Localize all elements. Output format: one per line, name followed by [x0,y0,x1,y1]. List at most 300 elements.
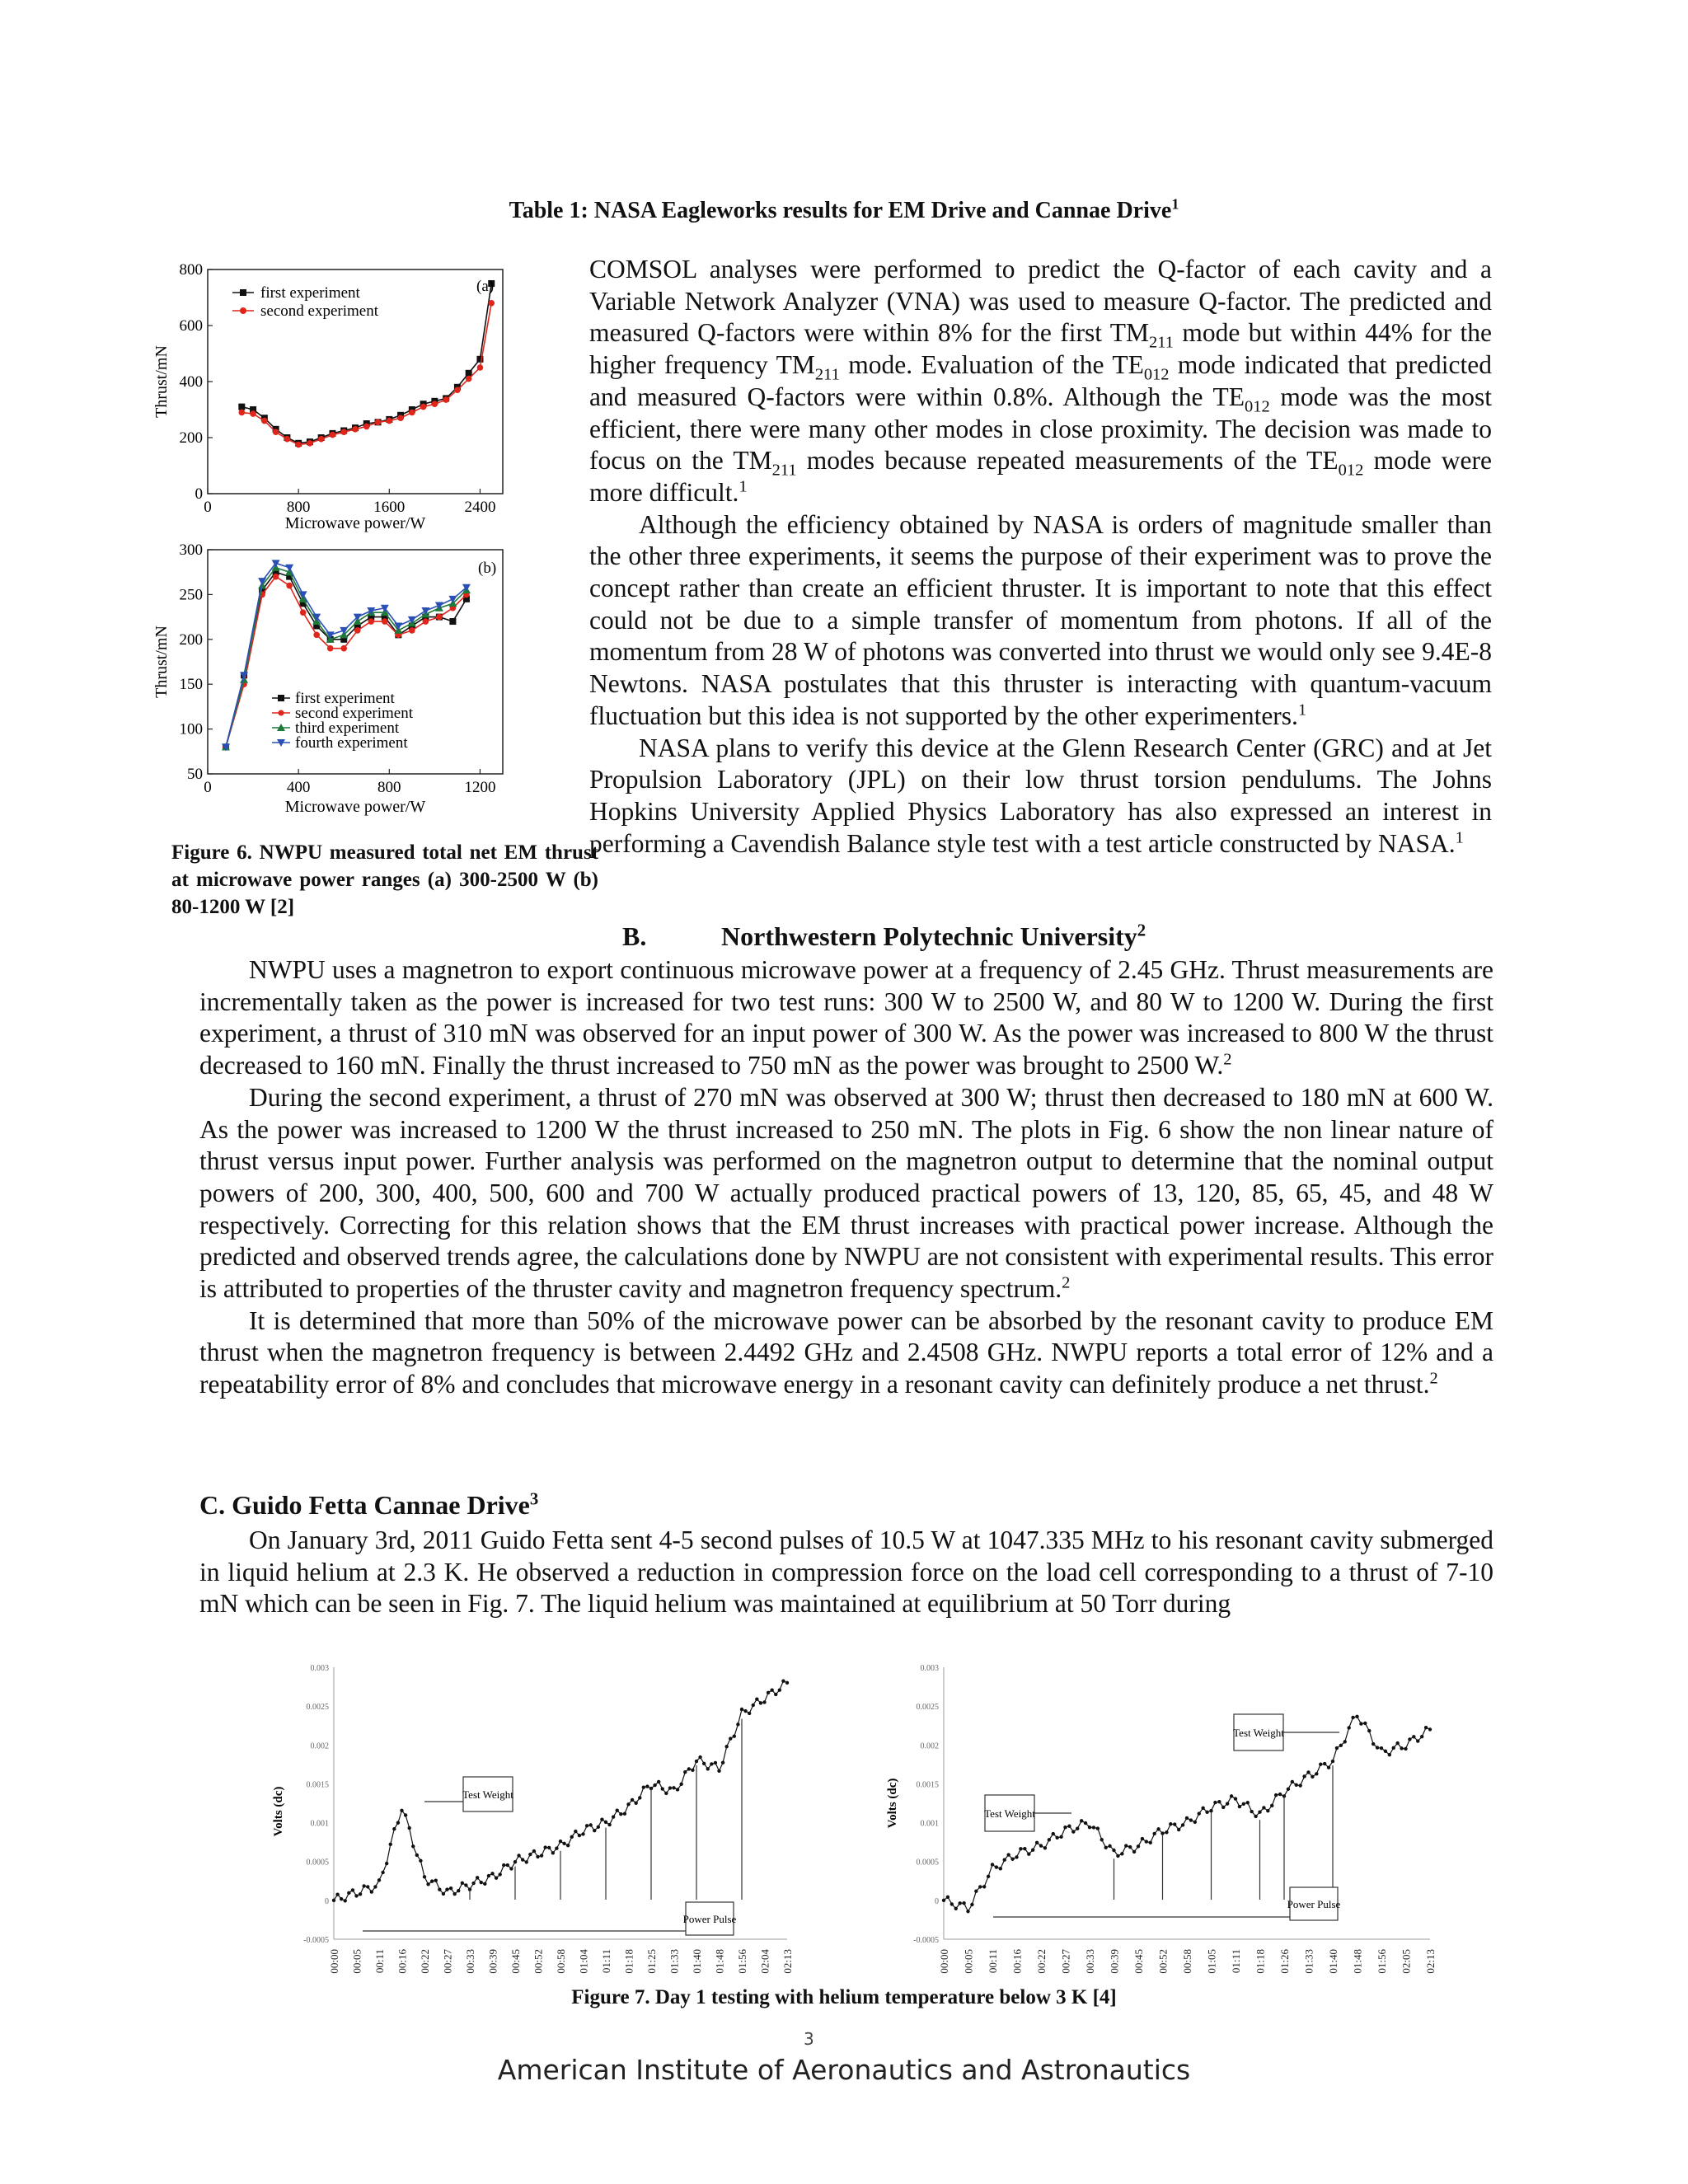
y-tick-label: 100 [179,720,203,738]
data-point [585,1824,588,1827]
data-point [466,370,472,377]
data-point [1108,1844,1111,1848]
data-point [513,1860,517,1863]
data-point [559,1840,562,1843]
y-tick-label: 0.003 [920,1664,939,1673]
data-point [1306,1770,1310,1774]
data-point [238,404,245,410]
x-tick-label: 00:00 [938,1949,950,1974]
data-point [664,1792,668,1795]
data-point [1165,1830,1168,1834]
x-tick-label: 01:40 [1327,1949,1339,1974]
data-point [1088,1825,1091,1829]
data-point [770,1688,773,1691]
data-point [1384,1750,1387,1753]
data-point [471,1882,475,1885]
data-point [318,436,325,443]
data-point [1112,1849,1115,1852]
data-point [273,574,279,580]
data-point [540,1854,543,1857]
data-point [495,1876,498,1879]
data-point [411,1844,415,1848]
data-point [604,1821,607,1824]
data-point [1380,1746,1383,1750]
data-point [449,1886,452,1890]
data-point [404,1813,407,1816]
data-point [385,1862,388,1865]
data-point [774,1693,777,1696]
data-point [521,1858,524,1861]
data-point [1059,1835,1062,1839]
data-point [642,1785,645,1788]
data-point [1250,1810,1253,1813]
data-point [1287,1788,1290,1791]
x-tick-label: 02:13 [781,1949,794,1974]
data-point [1351,1716,1354,1719]
data-point [1246,1801,1250,1804]
data-point [1388,1753,1391,1756]
data-point [607,1823,611,1826]
data-point [1262,1806,1265,1809]
data-point [442,1892,445,1896]
data-point [982,1885,986,1888]
data-point [946,1896,950,1899]
data-point [566,1844,570,1847]
data-point [313,632,320,639]
data-point [1363,1722,1367,1725]
data-point [698,1755,701,1759]
section-heading-b: B. Northwestern Polytechnic University$^2$ [622,921,1146,951]
x-tick-label: 00:27 [1059,1949,1072,1974]
data-point [457,1889,460,1892]
data-point [1323,1762,1326,1765]
annotation-power-pulse [993,1887,1341,1920]
x-tick-label: 00:11 [987,1949,999,1974]
data-point [438,1888,441,1891]
figure6-caption: Figure 6. NWPU measured total net EM thrust at microwave power ranges (a) 300-2500 W (b) 80-1200 W [2] [171,841,598,918]
data-point [962,1901,965,1905]
data-point [706,1767,710,1770]
data-point [1408,1737,1411,1741]
data-point [366,1885,369,1888]
x-tick-label: 01:26 [1278,1949,1291,1974]
data-point [488,300,495,307]
annotation-test-weight-2 [1233,1714,1339,1750]
data-point [724,1745,728,1748]
y-tick-label: 600 [179,317,203,335]
data-point [1376,1746,1379,1749]
data-point [359,1892,362,1896]
data-point [1412,1735,1415,1738]
data-point [1071,1830,1075,1833]
data-point [354,1894,358,1897]
x-tick-label: 01:48 [1351,1949,1364,1974]
data-point [1270,1804,1273,1807]
data-point [1400,1746,1403,1750]
paragraph: It is determined that more than 50% of the microwave power can be absorbed by the resonant cavity to produce EM thrust when the magnetron frequency is between 2.4492 GHz and 2.4508 GHz. NWPU reports a total error of 12% and a repeatability error of 8% and concludes that microwave energy in a resonant cavity can definitely produce a net thrust.$^2$ [199,1305,1493,1399]
body-text-b [199,954,1493,1401]
data-point [612,1815,615,1818]
data-point [1424,1726,1428,1729]
x-tick-label: 1200 [464,779,496,796]
data-point [1055,1836,1058,1840]
data-point [1076,1827,1079,1830]
data-point [1092,1825,1095,1829]
x-tick-label: 01:11 [600,1949,612,1974]
data-point [1006,1853,1010,1856]
y-tick-label: 200 [179,630,203,649]
x-tick-label: 00:05 [962,1949,975,1974]
data-point [1226,1802,1229,1805]
x-tick-label: 00:33 [1084,1949,1096,1974]
data-point [1185,1816,1189,1820]
data-point [733,1734,736,1737]
y-tick-label: 0.0025 [306,1703,329,1713]
data-point [661,1787,664,1790]
paragraph: NWPU uses a magnetron to export continuous microwave power at a frequency of 2.45 GHz. Thrust measurements are incrementally taken as the power is increased for two test runs: 300 W to 2500 W, and 80 W to 1200 W. During the first experiment, a thrust of 310 mN was observed for an input power of 300 W. As the power was increased to 800 W the thrust decreased to 160 mN. Finally the thrust increased to 750 mN as the power was brought to 2500 W.$^2$ [199,955,1493,1080]
right-column-text [589,254,1492,860]
data-point [1152,1832,1156,1835]
data-point [653,1783,656,1787]
x-tick-label: 1600 [373,499,406,516]
data-point [286,583,293,589]
x-tick-label: 00:22 [419,1949,431,1974]
data-point [1128,1845,1132,1849]
x-tick-label: 01:56 [736,1949,748,1974]
data-point [1291,1780,1294,1783]
data-point [600,1817,603,1821]
y-tick-label: -0.0005 [913,1936,939,1945]
legend-entry: second experiment [260,302,378,320]
data-point [1023,1847,1026,1850]
data-point [525,1860,528,1863]
data-point [344,1899,347,1902]
data-point [407,1826,410,1830]
data-point [1003,1858,1006,1861]
data-point [1395,1741,1399,1745]
data-point [426,1882,429,1886]
data-point [1217,1800,1221,1803]
data-point [483,1882,486,1886]
page-number: 3 [804,2029,814,2049]
chart-ylabel: Volts (dc) [886,1778,899,1829]
chart-panel-label: (a) [476,278,495,295]
figure7-right-chart [878,1655,1447,1985]
data-point [1238,1805,1241,1808]
data-point [381,1871,384,1874]
data-point [683,1770,687,1774]
data-point [250,410,256,417]
data-point [593,1829,596,1832]
data-point [1355,1715,1358,1718]
data-point [430,1879,434,1882]
x-tick-label: 0 [204,499,212,516]
data-point [340,429,347,435]
data-point [340,645,347,652]
y-tick-label: 300 [179,541,203,559]
x-tick-label: 00:27 [441,1949,454,1974]
data-point [1392,1746,1395,1750]
data-point [330,432,336,438]
paragraph: During the second experiment, a thrust of 270 mN was observed at 300 W; thrust then decreased to 180 mN at 600 W. As the power was increased to 1200 W the thrust increased to 250 mN. The plots in Fig. 6 show the non linear nature of thrust versus input power. Further analysis was performed on the magnetron output to determine that the nominal output powers of 200, 300, 400, 500, 600 and 700 W actually produced practical powers of 13, 120, 85, 65, 45, and 48 W respectively. Correcting for this relation shows that the EM thrust increases with practical power increase. Although the predicted and observed trends agree, the calculations done by NWPU are not consistent with experimental results. This error is attributed to properties of the thruster cavity and magnetron frequency spectrum.$^2$ [199,1082,1493,1304]
x-tick-label: 00:58 [555,1949,567,1974]
data-point [423,1875,426,1878]
data-point [477,364,484,371]
x-tick-label: 01:11 [1230,1949,1242,1974]
data-point [368,618,374,625]
data-point [1201,1807,1204,1810]
x-tick-label: 02:05 [1400,1949,1413,1974]
x-tick-label: 00:39 [1108,1949,1121,1974]
data-point [363,424,370,430]
data-point [570,1835,574,1839]
data-point [631,1798,634,1802]
x-tick-label: 00:45 [1132,1949,1145,1974]
chart-xlabel: Microwave power/W [284,798,426,816]
data-point [335,1892,339,1896]
x-tick-label: 00:52 [1156,1949,1170,1974]
data-point [1343,1740,1347,1743]
data-point [392,1827,396,1830]
y-tick-label: 0.0025 [916,1703,939,1713]
data-point [1137,1844,1140,1848]
data-point [307,440,313,447]
legend-entry: second experiment [295,705,413,722]
data-point [736,1722,739,1726]
data-point [588,1823,592,1826]
y-tick-label: 400 [179,373,203,391]
data-point [498,1872,501,1876]
chart-panel-label: (b) [478,560,497,577]
annotation-test-weight [424,1777,513,1811]
data-point [1080,1819,1083,1822]
data-point [555,1847,558,1850]
data-point [532,1849,536,1853]
legend-entry: first experiment [295,690,395,707]
data-point [1335,1746,1339,1750]
data-point [490,1872,494,1875]
data-point [295,442,302,448]
data-point [1193,1821,1197,1824]
data-point [995,1865,998,1868]
x-tick-label: 01:25 [645,1949,658,1974]
data-point [509,1867,513,1870]
figure6a-chart [148,260,511,536]
data-point [547,1846,551,1849]
data-point [1319,1763,1322,1766]
x-tick-label: 00:58 [1181,1949,1193,1974]
data-point [487,1874,490,1877]
data-point [942,1899,945,1902]
data-point [1120,1852,1123,1855]
x-tick-label: 02:13 [1424,1949,1437,1974]
data-point [743,1709,747,1713]
y-tick-label: 0 [325,1896,329,1906]
data-point [1156,1827,1160,1830]
data-point [352,426,359,433]
data-point [284,436,291,443]
data-point [351,1888,354,1891]
x-tick-label: 00:33 [464,1949,476,1974]
data-point [721,1761,724,1765]
data-point [1048,1838,1051,1841]
footer: American Institute of Aeronautics and Astronautics [497,2054,1191,2086]
data-point [400,1809,403,1812]
x-tick-label: 01:56 [1376,1949,1388,1974]
svg-text:Power Pulse: Power Pulse [682,1913,737,1925]
svg-text:Power Pulse: Power Pulse [1287,1898,1341,1910]
data-point [748,1712,751,1715]
x-tick-label: 400 [286,779,311,796]
data-point [387,418,393,424]
data-point [785,1681,789,1685]
data-point [273,429,279,435]
data-point [373,1885,377,1888]
data-point [464,1883,467,1886]
data-point [1221,1806,1225,1809]
data-point [432,401,438,407]
data-point [454,387,461,393]
data-point [1311,1775,1314,1779]
y-tick-label: 0 [935,1896,939,1906]
section-heading-c: C. Guido Fetta Cannae Drive$^3$ [199,1489,539,1520]
x-tick-label: 00:22 [1035,1949,1048,1974]
data-point [1213,1801,1217,1804]
data-point [396,1821,400,1825]
data-point [729,1736,732,1740]
data-point [616,1808,619,1811]
data-point [717,1769,720,1773]
data-point [543,1845,546,1849]
data-point [1116,1854,1119,1858]
paragraph: COMSOL analyses were performed to predict the Q-factor of each cavity and a Variable Network Analyzer (VNA) was used to measure Q-factor. The predicted and measured Q-factors were within 8% for the first $TM_{211}$ mode but within 44% for the higher frequency $TM_{211}$ mode. Evaluation of the $TE_{012}$ mode indicated that predicted and measured Q-factors were within 0.8%. Although the $TE_{012}$ mode was the most efficient, there were many other modes in close proximity. The decision was made to focus on the $TM_{211}$ modes because repeated measurements of the $TE_{012}$ mode were more difficult.$^1$ [589,255,1492,507]
data-point [461,1882,464,1885]
x-tick-label: 0 [204,779,212,796]
data-point [1278,1793,1282,1796]
data-point [347,1891,350,1895]
data-point [626,1802,630,1806]
data-point [1302,1774,1306,1778]
data-point [528,1853,532,1856]
paragraph: On January 3rd, 2011 Guido Fetta sent 4-5 second pulses of 10.5 W at 1047.335 MHz to his resonant cavity submerged in liquid helium at 2.3 K. He observed a reduction in compression force on the load cell corresponding to a thrust of 7-10 mN which can be seen in Fig. 7. The liquid helium was maintained at equilibrium at 50 Torr during [199,1526,1493,1619]
data-point [672,1786,675,1789]
data-point [1039,1844,1043,1847]
data-point [1010,1858,1014,1861]
data-point [691,1769,694,1772]
data-point [1177,1828,1180,1831]
data-point [619,1812,622,1816]
svg-text:Test Weight: Test Weight [1233,1727,1284,1739]
x-tick-label: 00:16 [396,1949,409,1974]
x-tick-label: 02:04 [758,1949,771,1974]
data-point [950,1902,954,1905]
data-point [645,1784,649,1788]
data-point [740,1708,743,1711]
x-tick-label: 01:33 [668,1949,681,1974]
data-point [1242,1802,1245,1806]
data-point [1254,1815,1257,1818]
data-point [397,415,404,421]
data-point [452,1892,456,1896]
x-tick-label: 01:40 [691,1949,703,1974]
data-point [1295,1783,1298,1787]
data-point [767,1691,770,1694]
data-point [502,1863,505,1867]
legend-entry: fourth experiment [295,734,408,752]
y-tick-label: 200 [179,429,203,447]
data-point [1145,1840,1148,1843]
data-point [377,1878,381,1882]
data-point [562,1842,565,1845]
data-point [409,410,415,416]
data-point [1104,1846,1107,1849]
data-point [1043,1846,1047,1849]
y-tick-label: -0.0005 [303,1936,329,1945]
x-tick-label: 00:39 [486,1949,499,1974]
data-point [974,1890,978,1893]
figure7-left-chart [264,1655,799,1985]
data-point [332,1899,335,1902]
data-point [448,596,457,603]
data-point [1100,1838,1104,1841]
data-point [445,1887,448,1891]
x-tick-label: 00:16 [1010,1949,1024,1974]
data-point [999,1867,1002,1870]
data-point [1149,1841,1152,1844]
legend-entry: first experiment [260,284,360,302]
data-point [676,1788,679,1791]
data-point [1266,1809,1269,1812]
data-point [435,602,443,609]
data-point [597,1825,600,1829]
figure6b-chart [148,540,511,820]
data-point [623,1812,626,1816]
data-point [551,1851,555,1854]
data-point [702,1762,706,1765]
data-point [687,1767,691,1770]
y-tick-label: 50 [187,766,203,783]
data-point [1173,1822,1176,1825]
data-point [1359,1722,1362,1725]
paragraph: Although the efficiency obtained by NASA is orders of magnitude smaller than the other three experiments, it seems the purpose of their experiment was to prove the concept rather than create an efficient thruster. It is important to note that this effect could not be due to a simple transfer of momentum from photons. If all of the momentum from 28 W of photons was converted into thrust we would only see 9.4E-8 Newtons. NASA postulates that this thruster is interacting with quantum-vacuum fluctuation but this idea is not supported by the other experimenters.$^1$ [589,509,1492,730]
data-point [480,1881,483,1884]
y-tick-label: 800 [179,261,203,279]
data-point [1416,1739,1419,1742]
table-caption: Table 1: NASA Eagleworks results for EM Drive and Cannae Drive$^1$ [509,195,1179,223]
data-point [1181,1823,1184,1826]
data-point [1298,1783,1301,1787]
data-point [759,1701,762,1704]
data-point [679,1783,682,1786]
data-point [755,1697,758,1700]
annotation-test-weight [984,1795,1071,1831]
chart-ylabel: Volts (dc) [272,1786,285,1837]
data-point [1160,1831,1164,1835]
data-point [714,1761,717,1765]
svg-text:Test Weight: Test Weight [984,1807,1035,1820]
data-point [978,1885,982,1888]
data-point [1096,1826,1100,1830]
data-point [434,1878,438,1882]
data-point [578,1834,581,1837]
data-point [389,1843,392,1846]
chart-legend [272,690,414,752]
data-point [354,627,361,634]
data-point [375,419,382,426]
data-point [778,1688,781,1691]
data-point [1035,1841,1039,1844]
x-tick-label: 00:00 [328,1949,340,1974]
